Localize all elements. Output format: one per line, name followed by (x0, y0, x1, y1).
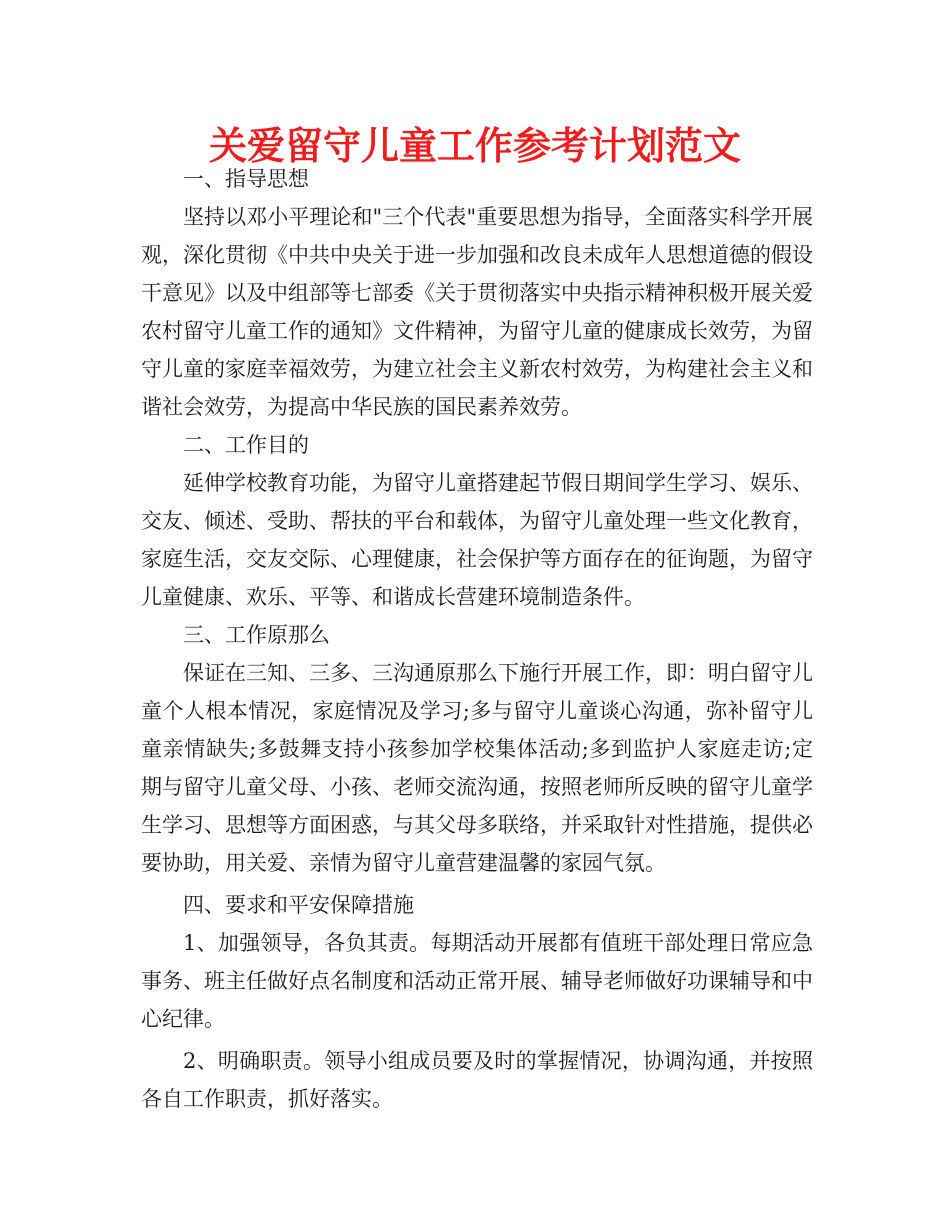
section-work-principles (141, 616, 813, 882)
section-work-goals (141, 426, 813, 616)
section-heading: 四、要求和平安保障措施 (183, 893, 414, 917)
document-title: 关爱留守儿童工作参考计划范文 (208, 124, 741, 168)
section-requirements-safety (141, 886, 813, 1118)
section-paragraph: 坚持以邓小平理论和"三个代表"重要思想为指导，全面落实科学开展观，深化贯彻《中共中央关于进一步加强和改良未成年人思想道德的假设干意见》以及中组部等七部委《关于贯彻落实中央指示精神积极开展关爱农村留守儿童工作的通知》文件精神，为留守儿童的健康成长效劳，为留守儿童的家庭幸福效劳，为建立社会主义新农村效劳，为构建社会主义和谐社会效劳，为提高中华民族的国民素养效劳。 (141, 205, 813, 419)
section-heading: 二、工作目的 (183, 433, 309, 457)
section-heading: 一、指导思想 (183, 167, 309, 191)
section-paragraph: 保证在三知、三多、三沟通原那么下施行开展工作，即：明白留守儿童个人根本情况，家庭情况及学习;多与留守儿童谈心沟通，弥补留守儿童亲情缺失;多鼓舞支持小孩参加学校集体活动;多到监护人家庭走访;定期与留守儿童父母、小孩、老师交流沟通，按照老师所反映的留守儿童学生学习、思想等方面困惑，与其父母多联络，并采取针对性措施，提供必要协助，用关爱、亲情为留守儿童营建温馨的家园气氛。 (141, 661, 813, 875)
section-guiding-ideology (141, 160, 813, 426)
section-paragraph: 2、明确职责。领导小组成员要及时的掌握情况，协调沟通，并按照各自工作职责，抓好落实。 (141, 1049, 813, 1111)
section-paragraph: 1、加强领导，各负其责。每期活动开展都有值班干部处理日常应急事务、班主任做好点名制度和活动正常开展、辅导老师做好功课辅导和中心纪律。 (141, 931, 813, 1031)
document-body (141, 160, 813, 1118)
section-heading: 三、工作原那么 (183, 623, 330, 647)
section-paragraph: 延伸学校教育功能，为留守儿童搭建起节假日期间学生学习、娱乐、交友、倾述、受助、帮扶的平台和载体，为留守儿童处理一些文化教育，家庭生活，交友交际、心理健康，社会保护等方面存在的征询题，为留守儿童健康、欢乐、平等、和谐成长营建环境制造条件。 (141, 471, 813, 609)
